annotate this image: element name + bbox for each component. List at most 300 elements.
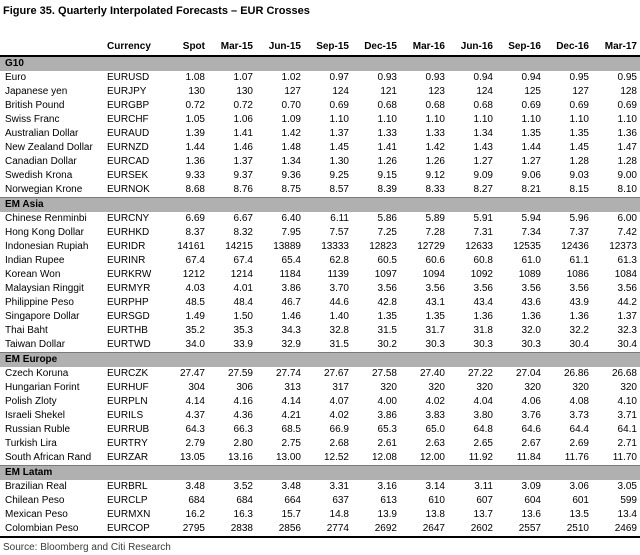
forecast-value: 43.4 — [473, 297, 493, 308]
forecast-value: 1214 — [230, 269, 253, 280]
forecast-value: 3.48 — [185, 481, 205, 492]
forecast-value: 9.00 — [617, 170, 637, 181]
currency-row — [0, 480, 640, 494]
forecast-value: 2.65 — [473, 438, 493, 449]
forecast-value: 3.06 — [569, 481, 589, 492]
forecast-value: 13333 — [321, 241, 349, 252]
forecast-value: 8.10 — [617, 184, 637, 195]
forecast-value: 13.5 — [569, 509, 589, 520]
forecast-value: 1.35 — [569, 128, 589, 139]
currency-row — [0, 169, 640, 183]
forecast-value: 5.86 — [377, 213, 397, 224]
forecast-value: 3.31 — [329, 481, 349, 492]
forecast-value: 1.49 — [185, 311, 205, 322]
forecast-value: 1184 — [279, 269, 301, 280]
figure-title: Figure 35. Quarterly Interpolated Forecasts – EUR Crosses — [3, 5, 310, 17]
forecast-value: 1.46 — [233, 142, 253, 153]
forecast-value: 1.28 — [617, 156, 637, 167]
forecast-value: 1.35 — [521, 128, 541, 139]
forecast-value: 62.8 — [329, 255, 349, 266]
forecast-value: 1.36 — [521, 311, 541, 322]
forecast-value: 0.69 — [521, 100, 541, 111]
forecast-value: 0.95 — [617, 72, 637, 83]
currency-row — [0, 212, 640, 226]
forecast-value: 8.15 — [569, 184, 589, 195]
forecast-value: 1.26 — [425, 156, 445, 167]
currency-row — [0, 522, 640, 537]
forecast-value: 12.00 — [419, 452, 445, 463]
currency-name: Indonesian Rupiah — [5, 241, 89, 252]
forecast-value: 3.11 — [474, 481, 493, 492]
forecast-value: 7.37 — [569, 227, 589, 238]
forecast-value: 65.0 — [425, 424, 445, 435]
forecast-value: 15.7 — [281, 509, 301, 520]
forecast-value: 2557 — [518, 523, 541, 534]
forecast-value: 3.73 — [569, 410, 589, 421]
forecast-value: 64.8 — [473, 424, 493, 435]
forecast-value: 30.4 — [617, 339, 637, 350]
forecast-value: 14215 — [225, 241, 253, 252]
currency-name: Chinese Renminbi — [5, 213, 87, 224]
forecast-value: 4.10 — [617, 396, 637, 407]
forecast-value: 123 — [428, 86, 445, 97]
currency-name: Turkish Lira — [5, 438, 57, 449]
forecast-value: 3.83 — [425, 410, 445, 421]
forecast-value: 35.3 — [233, 325, 253, 336]
currency-pair-code: EURCHF — [107, 114, 149, 125]
forecast-value: 31.7 — [425, 325, 445, 336]
forecast-value: 3.80 — [473, 410, 493, 421]
forecast-value: 1.28 — [569, 156, 589, 167]
section-row-em-asia — [0, 198, 640, 213]
forecast-value: 607 — [476, 495, 493, 506]
forecast-value: 2.71 — [617, 438, 637, 449]
forecast-value: 3.56 — [377, 283, 397, 294]
forecast-value: 30.3 — [521, 339, 541, 350]
forecast-value: 60.6 — [425, 255, 445, 266]
currency-name: Russian Ruble — [5, 424, 71, 435]
currency-pair-code: EURCNY — [107, 213, 150, 224]
column-header-row — [0, 39, 640, 56]
currency-name: Philippine Peso — [5, 297, 74, 308]
forecast-value: 1094 — [422, 269, 445, 280]
forecast-value: 7.31 — [473, 227, 493, 238]
currency-name: British Pound — [5, 100, 65, 111]
forecast-value: 306 — [236, 382, 253, 393]
forecast-value: 1.34 — [281, 156, 301, 167]
forecast-value: 6.67 — [233, 213, 253, 224]
forecast-value: 0.94 — [521, 72, 541, 83]
currency-row — [0, 367, 640, 381]
forecast-value: 320 — [572, 382, 589, 393]
currency-name: Hungarian Forint — [5, 382, 80, 393]
forecast-value: 1.39 — [185, 128, 205, 139]
forecast-value: 317 — [332, 382, 349, 393]
currency-pair-code: EURZAR — [107, 452, 149, 463]
forecast-value: 60.8 — [473, 255, 493, 266]
forecast-value: 8.76 — [233, 184, 253, 195]
forecast-value: 1.47 — [617, 142, 637, 153]
forecast-value: 1.09 — [281, 114, 301, 125]
forecast-value: 12729 — [417, 241, 445, 252]
forecast-value: 1.37 — [233, 156, 253, 167]
currency-pair-code: EURTWD — [107, 339, 151, 350]
forecast-value: 32.2 — [569, 325, 589, 336]
forecast-value: 2774 — [326, 523, 349, 534]
forecast-value: 4.07 — [329, 396, 349, 407]
forecast-value: 42.8 — [377, 297, 397, 308]
forecast-value: 320 — [620, 382, 637, 393]
forecast-value: 127 — [572, 86, 589, 97]
forecast-value: 2.79 — [185, 438, 205, 449]
forecast-value: 9.12 — [425, 170, 445, 181]
currency-row — [0, 282, 640, 296]
forecast-value: 27.67 — [323, 368, 349, 379]
forecast-value: 5.91 — [473, 213, 493, 224]
forecast-value: 1.45 — [569, 142, 589, 153]
currency-row — [0, 324, 640, 338]
forecast-value: 130 — [188, 86, 205, 97]
currency-pair-code: EURILS — [107, 410, 144, 421]
currency-name: Chilean Peso — [5, 495, 65, 506]
forecast-value: 1092 — [470, 269, 493, 280]
forecast-value: 1084 — [614, 269, 637, 280]
forecast-value: 1.41 — [377, 142, 397, 153]
column-header-mar-15: Mar-15 — [208, 39, 256, 56]
forecast-value: 11.76 — [564, 452, 589, 463]
forecast-value: 12373 — [609, 241, 637, 252]
forecast-value: 32.9 — [281, 339, 301, 350]
forecast-value: 0.72 — [185, 100, 205, 111]
forecast-value: 1139 — [327, 269, 349, 280]
forecast-value: 3.56 — [521, 283, 541, 294]
forecast-value: 14161 — [177, 241, 205, 252]
forecast-value: 1.07 — [233, 72, 253, 83]
forecast-value: 0.97 — [329, 72, 349, 83]
currency-pair-code: EURHUF — [107, 382, 149, 393]
forecast-value: 2469 — [614, 523, 637, 534]
forecast-value: 2692 — [374, 523, 397, 534]
forecast-value: 11.70 — [612, 452, 637, 463]
forecast-value: 1089 — [518, 269, 541, 280]
forecast-value: 2.68 — [329, 438, 349, 449]
forecast-value: 3.86 — [281, 283, 301, 294]
currency-name: Taiwan Dollar — [5, 339, 66, 350]
forecast-value: 13.6 — [521, 509, 541, 520]
forecast-value: 6.11 — [330, 213, 349, 224]
currency-pair-code: EURRUB — [107, 424, 150, 435]
forecast-value: 30.3 — [425, 339, 445, 350]
currency-row — [0, 268, 640, 282]
currency-pair-code: EURPLN — [107, 396, 148, 407]
forecast-value: 0.68 — [377, 100, 397, 111]
currency-row — [0, 310, 640, 324]
currency-row — [0, 508, 640, 522]
forecast-value: 320 — [524, 382, 541, 393]
currency-pair-code: EURSEK — [107, 170, 149, 181]
forecast-value: 613 — [380, 495, 397, 506]
forecast-value: 26.68 — [611, 368, 637, 379]
forecast-value: 0.72 — [233, 100, 253, 111]
forecast-value: 684 — [236, 495, 253, 506]
forecast-value: 0.68 — [425, 100, 445, 111]
forecast-value: 4.06 — [521, 396, 541, 407]
column-header-sep-16: Sep-16 — [496, 39, 544, 56]
forecast-value: 13.7 — [473, 509, 493, 520]
forecast-value: 61.1 — [569, 255, 589, 266]
forecast-value: 9.37 — [233, 170, 253, 181]
currency-pair-code: EURKRW — [107, 269, 152, 280]
currency-name: Korean Won — [5, 269, 61, 280]
column-header-jun-16: Jun-16 — [448, 39, 496, 56]
forecast-value: 64.3 — [185, 424, 205, 435]
currency-row — [0, 423, 640, 437]
forecast-value: 13.8 — [425, 509, 445, 520]
currency-row — [0, 226, 640, 240]
forecast-value: 1.10 — [377, 114, 397, 125]
currency-pair-code: EURCZK — [107, 368, 149, 379]
forecast-value: 684 — [188, 495, 205, 506]
forecast-value: 2.69 — [569, 438, 589, 449]
forecast-value: 1.33 — [425, 128, 445, 139]
currency-row — [0, 141, 640, 155]
forecast-value: 127 — [284, 86, 301, 97]
forecast-value: 9.06 — [521, 170, 541, 181]
column-header-dec-15: Dec-15 — [352, 39, 400, 56]
forecast-value: 1.27 — [473, 156, 493, 167]
forecast-value: 1.46 — [281, 311, 301, 322]
forecast-value: 7.28 — [425, 227, 445, 238]
currency-pair-code: EURNOK — [107, 184, 150, 195]
currency-name: Norwegian Krone — [5, 184, 83, 195]
forecast-value: 1.08 — [185, 72, 205, 83]
forecast-value: 8.32 — [233, 227, 253, 238]
currency-row — [0, 338, 640, 353]
forecast-value: 637 — [332, 495, 349, 506]
forecast-value: 27.04 — [515, 368, 541, 379]
forecast-value: 31.5 — [377, 325, 397, 336]
forecast-value: 3.48 — [281, 481, 301, 492]
currency-name: New Zealand Dollar — [5, 142, 93, 153]
forecast-value: 7.42 — [617, 227, 637, 238]
forecast-value: 46.7 — [281, 297, 301, 308]
forecast-value: 3.05 — [617, 481, 637, 492]
forecast-value: 1212 — [182, 269, 205, 280]
forecast-value: 6.00 — [617, 213, 637, 224]
forecast-value: 1.10 — [617, 114, 637, 125]
forecast-value: 2.67 — [521, 438, 541, 449]
forecast-value: 43.1 — [425, 297, 445, 308]
currency-name: Euro — [5, 72, 27, 83]
forecast-value: 313 — [284, 382, 301, 393]
currency-row — [0, 240, 640, 254]
forecast-value: 64.6 — [521, 424, 541, 435]
forecast-value: 125 — [524, 86, 541, 97]
forecast-value: 320 — [428, 382, 445, 393]
forecast-value: 43.6 — [521, 297, 541, 308]
forecast-value: 43.9 — [569, 297, 589, 308]
currency-name: Colombian Peso — [5, 523, 79, 534]
currency-pair-code: EURCLP — [107, 495, 148, 506]
forecast-value: 5.89 — [425, 213, 445, 224]
forecast-value: 4.08 — [569, 396, 589, 407]
forecast-value: 12.08 — [371, 452, 397, 463]
currency-row — [0, 127, 640, 141]
forecast-value: 1.36 — [473, 311, 493, 322]
forecast-value: 130 — [236, 86, 253, 97]
forecast-value: 66.3 — [233, 424, 253, 435]
currency-pair-code: EURINR — [107, 255, 146, 266]
section-label: EM Latam — [0, 466, 640, 481]
forecast-value: 8.39 — [377, 184, 397, 195]
forecast-value: 8.57 — [329, 184, 349, 195]
forecast-value: 2602 — [470, 523, 493, 534]
column-header-mar-17: Mar-17 — [592, 39, 640, 56]
forecast-value: 1.26 — [377, 156, 397, 167]
forecast-value: 3.76 — [521, 410, 541, 421]
column-header-dec-16: Dec-16 — [544, 39, 592, 56]
forecast-value: 2838 — [230, 523, 253, 534]
forecast-value: 2795 — [182, 523, 205, 534]
forecast-value: 0.69 — [329, 100, 349, 111]
currency-pair-code: EURMXN — [107, 509, 151, 520]
forecast-value: 1.10 — [425, 114, 445, 125]
forecast-value: 4.00 — [377, 396, 397, 407]
currency-row — [0, 183, 640, 198]
forecast-value: 32.0 — [521, 325, 541, 336]
section-row-em-europe — [0, 353, 640, 368]
forecast-value: 9.25 — [329, 170, 349, 181]
currency-name: Brazilian Real — [5, 481, 67, 492]
currency-row — [0, 254, 640, 268]
currency-pair-code: EURBRL — [107, 481, 148, 492]
currency-name: Czech Koruna — [5, 368, 69, 379]
forecast-value: 32.8 — [329, 325, 349, 336]
forecast-value: 1.06 — [233, 114, 253, 125]
forecast-value: 3.56 — [425, 283, 445, 294]
currency-name: South African Rand — [5, 452, 92, 463]
forecast-value: 9.03 — [569, 170, 589, 181]
currency-name: Indian Rupee — [5, 255, 65, 266]
source-note: Source: Bloomberg and Citi Research — [3, 542, 171, 553]
forecast-value: 27.59 — [227, 368, 253, 379]
forecast-value: 4.14 — [281, 396, 301, 407]
forecast-value: 1.35 — [425, 311, 445, 322]
forecast-value: 0.93 — [377, 72, 397, 83]
forecast-value: 2.63 — [425, 438, 445, 449]
forecast-table — [0, 39, 640, 538]
currency-pair-code: EURGBP — [107, 100, 150, 111]
forecast-value: 65.3 — [377, 424, 397, 435]
section-label: EM Asia — [0, 198, 640, 213]
forecast-value: 0.69 — [617, 100, 637, 111]
currency-pair-code: EURAUD — [107, 128, 150, 139]
currency-pair-code: EURIDR — [107, 241, 146, 252]
forecast-value: 304 — [188, 382, 205, 393]
forecast-value: 320 — [380, 382, 397, 393]
forecast-value: 1.48 — [281, 142, 301, 153]
forecast-value: 32.3 — [617, 325, 637, 336]
forecast-value: 64.1 — [617, 424, 637, 435]
forecast-value: 65.4 — [281, 255, 301, 266]
forecast-value: 5.96 — [569, 213, 589, 224]
forecast-value: 8.37 — [185, 227, 205, 238]
forecast-value: 7.95 — [281, 227, 301, 238]
currency-row — [0, 437, 640, 451]
forecast-value: 8.21 — [521, 184, 541, 195]
forecast-value: 30.2 — [377, 339, 397, 350]
forecast-value: 124 — [476, 86, 493, 97]
currency-pair-code: EURSGD — [107, 311, 150, 322]
forecast-value: 48.5 — [185, 297, 205, 308]
forecast-value: 4.02 — [425, 396, 445, 407]
forecast-value: 4.02 — [329, 410, 349, 421]
forecast-value: 3.86 — [377, 410, 397, 421]
forecast-value: 67.4 — [233, 255, 253, 266]
forecast-value: 1.10 — [473, 114, 493, 125]
forecast-value: 1.35 — [377, 311, 397, 322]
forecast-value: 3.56 — [569, 283, 589, 294]
forecast-value: 9.09 — [473, 170, 493, 181]
forecast-value: 4.01 — [233, 283, 253, 294]
forecast-value: 64.4 — [569, 424, 589, 435]
currency-pair-code: EURJPY — [107, 86, 147, 97]
forecast-value: 2.75 — [281, 438, 301, 449]
forecast-value: 7.34 — [521, 227, 541, 238]
column-header-mar-16: Mar-16 — [400, 39, 448, 56]
forecast-value: 664 — [284, 495, 301, 506]
forecast-value: 2856 — [278, 523, 301, 534]
forecast-value: 27.22 — [467, 368, 493, 379]
forecast-value: 6.40 — [281, 213, 301, 224]
forecast-value: 35.2 — [185, 325, 205, 336]
forecast-value: 604 — [524, 495, 541, 506]
forecast-value: 601 — [572, 495, 589, 506]
forecast-value: 30.3 — [473, 339, 493, 350]
forecast-value: 8.27 — [473, 184, 493, 195]
forecast-value: 12633 — [465, 241, 493, 252]
currency-name: Mexican Peso — [5, 509, 68, 520]
forecast-value: 2.61 — [377, 438, 397, 449]
forecast-value: 0.93 — [425, 72, 445, 83]
section-row-em-latam — [0, 466, 640, 481]
forecast-value: 9.33 — [185, 170, 205, 181]
forecast-value: 3.09 — [521, 481, 541, 492]
forecast-value: 7.57 — [329, 227, 349, 238]
currency-pair-code: EURPHP — [107, 297, 149, 308]
column-header-sep-15: Sep-15 — [304, 39, 352, 56]
currency-pair-code: EURCOP — [107, 523, 150, 534]
forecast-value: 7.25 — [377, 227, 397, 238]
forecast-value: 33.9 — [233, 339, 253, 350]
currency-name: Australian Dollar — [5, 128, 79, 139]
column-header-spot: Spot — [160, 39, 208, 56]
forecast-value: 0.70 — [281, 100, 301, 111]
forecast-value: 11.92 — [468, 452, 493, 463]
forecast-value: 1.41 — [233, 128, 253, 139]
forecast-value: 4.21 — [281, 410, 301, 421]
forecast-value: 1.10 — [521, 114, 541, 125]
currency-name: Swiss Franc — [5, 114, 60, 125]
forecast-value: 2.80 — [233, 438, 253, 449]
currency-pair-code: EURUSD — [107, 72, 150, 83]
forecast-value: 61.0 — [521, 255, 541, 266]
currency-pair-code: EURHKD — [107, 227, 150, 238]
forecast-value: 1.45 — [329, 142, 349, 153]
forecast-value: 599 — [620, 495, 637, 506]
forecast-value: 8.75 — [281, 184, 301, 195]
forecast-value: 13889 — [273, 241, 301, 252]
